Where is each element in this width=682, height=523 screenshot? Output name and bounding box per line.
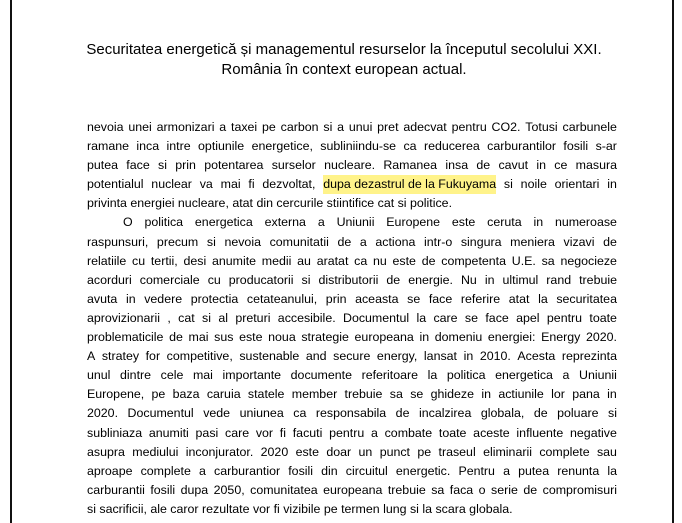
body-line bbox=[87, 462, 617, 481]
body-line bbox=[87, 252, 617, 271]
word: subliniaza bbox=[87, 425, 143, 440]
word: Ramanea bbox=[383, 158, 438, 173]
word: producatorii bbox=[228, 272, 294, 287]
word: actiunile bbox=[498, 387, 544, 402]
word: and bbox=[305, 349, 327, 364]
word: anumite bbox=[211, 253, 257, 268]
word: complete bbox=[539, 444, 590, 459]
word: member bbox=[291, 387, 338, 402]
word: taxei bbox=[231, 120, 258, 134]
word: si bbox=[158, 158, 167, 173]
word: dezvoltat, bbox=[262, 177, 316, 192]
word: subliniindu-se bbox=[320, 139, 397, 154]
word: putea bbox=[87, 158, 119, 173]
word: va bbox=[199, 177, 213, 192]
body-line bbox=[87, 233, 617, 252]
word: apel bbox=[516, 310, 540, 325]
word: comerciale bbox=[139, 272, 200, 287]
word: vede bbox=[203, 406, 231, 421]
word: lor bbox=[551, 387, 565, 402]
word: a bbox=[337, 120, 345, 134]
word: in bbox=[533, 215, 544, 230]
word: europeana bbox=[354, 330, 414, 345]
word: este bbox=[392, 253, 416, 268]
word: un bbox=[358, 444, 373, 459]
word: la bbox=[416, 310, 427, 325]
body-line bbox=[87, 213, 617, 232]
word: se bbox=[464, 310, 479, 325]
word: este bbox=[239, 330, 263, 345]
word: traseul bbox=[438, 444, 476, 459]
word: statele bbox=[247, 387, 285, 402]
word: la bbox=[607, 463, 617, 478]
word: de bbox=[603, 234, 617, 249]
word: care bbox=[433, 310, 458, 325]
word: o bbox=[478, 482, 486, 497]
word: punct bbox=[379, 444, 410, 459]
word: secure bbox=[333, 349, 371, 364]
word: eliminarii bbox=[483, 444, 532, 459]
word: insa bbox=[445, 158, 469, 173]
body-line bbox=[87, 347, 617, 366]
line-text: privinta energiei nucleare, atat din cercurile stiintifice cat si politice. bbox=[87, 196, 453, 211]
page-right-border bbox=[672, 0, 674, 523]
word: carburantior bbox=[214, 463, 281, 478]
word: masura bbox=[575, 158, 617, 173]
word: vedere bbox=[144, 291, 183, 306]
page-left-border bbox=[10, 0, 12, 523]
word: de bbox=[421, 253, 436, 268]
word: trebuie bbox=[387, 482, 426, 497]
word: de bbox=[337, 234, 352, 249]
body-line bbox=[87, 366, 617, 385]
word: competitive, bbox=[166, 349, 233, 364]
word: Pentru bbox=[458, 463, 495, 478]
word: circuitul bbox=[345, 463, 388, 478]
body-line bbox=[87, 443, 617, 462]
body-line bbox=[87, 118, 617, 137]
word: problematicile bbox=[87, 330, 164, 345]
word: care bbox=[225, 425, 250, 440]
word: domeniu bbox=[434, 330, 483, 345]
body-line bbox=[87, 481, 617, 500]
word: prin bbox=[175, 158, 196, 173]
body-line bbox=[87, 500, 617, 519]
word: cetateanului, bbox=[246, 291, 318, 306]
word: se bbox=[410, 387, 424, 402]
word: fi bbox=[248, 177, 255, 192]
word: atat bbox=[508, 291, 530, 306]
word: prin bbox=[325, 291, 347, 306]
word: se bbox=[407, 291, 421, 306]
word: fosili bbox=[288, 463, 314, 478]
word: aceasta bbox=[355, 291, 399, 306]
word: baza bbox=[172, 387, 200, 402]
word: sa bbox=[431, 482, 445, 497]
word: U.E. bbox=[511, 253, 536, 268]
word: si bbox=[608, 406, 617, 421]
word: referire bbox=[460, 291, 501, 306]
word: cele bbox=[160, 368, 184, 383]
word: si bbox=[301, 272, 311, 287]
word: dupa bbox=[180, 482, 209, 497]
word: inconjurator. bbox=[185, 444, 254, 459]
word: combate bbox=[384, 425, 433, 440]
word: Energy bbox=[541, 330, 581, 345]
word: Uniunii bbox=[579, 368, 617, 383]
word: mediului bbox=[132, 444, 179, 459]
word: europeana bbox=[323, 482, 383, 497]
body-line bbox=[87, 309, 617, 328]
word: in bbox=[536, 158, 547, 173]
word: a bbox=[317, 215, 325, 230]
line-text: si sacrificii, ale caror rezultate vor fi vizibile pe termen lung si la scara globala. bbox=[87, 501, 513, 516]
word: aceste bbox=[473, 425, 510, 440]
word: facuti bbox=[292, 425, 323, 440]
word: sus bbox=[214, 330, 234, 345]
body-line bbox=[87, 290, 617, 309]
word: face bbox=[485, 310, 509, 325]
word: caruia bbox=[206, 387, 241, 402]
word: pentru bbox=[451, 120, 487, 134]
body-line bbox=[87, 137, 617, 156]
word: documente bbox=[290, 368, 352, 383]
word: este bbox=[451, 215, 476, 230]
word: energy, bbox=[376, 349, 418, 364]
word: dintre bbox=[120, 368, 152, 383]
word: in bbox=[481, 387, 491, 402]
word: externa bbox=[264, 215, 306, 230]
word: aprovizionarii bbox=[87, 310, 161, 325]
body-line bbox=[87, 271, 617, 290]
word: pentru bbox=[546, 310, 583, 325]
word: unei bbox=[128, 120, 152, 134]
word: ghideze bbox=[430, 387, 475, 402]
word: Documentul bbox=[343, 310, 410, 325]
word: avuta bbox=[87, 291, 118, 306]
word: din bbox=[321, 463, 338, 478]
body-line bbox=[87, 328, 617, 347]
title-line-2: România în context european actual. bbox=[221, 61, 467, 78]
word: uniunea bbox=[239, 406, 284, 421]
word: energetice, bbox=[251, 139, 313, 154]
word: importante bbox=[222, 368, 282, 383]
word: comunitatii bbox=[269, 234, 329, 249]
word: intre bbox=[166, 139, 191, 154]
word: ce bbox=[554, 158, 568, 173]
word: armonizari bbox=[156, 120, 215, 134]
word: negative bbox=[570, 425, 617, 440]
word: in bbox=[463, 349, 474, 364]
word: energetica bbox=[194, 215, 253, 230]
word: complete bbox=[140, 463, 191, 478]
word: de bbox=[386, 272, 401, 287]
word: mai bbox=[192, 368, 213, 383]
word: mai bbox=[188, 330, 209, 345]
word: rand bbox=[546, 272, 572, 287]
word: sa bbox=[389, 387, 403, 402]
body-line bbox=[87, 156, 617, 175]
word: de bbox=[395, 406, 410, 421]
word: serie bbox=[491, 482, 518, 497]
word: toate bbox=[438, 425, 467, 440]
word: a bbox=[219, 120, 227, 134]
word: reducerea bbox=[423, 139, 480, 154]
word: renunta bbox=[557, 463, 600, 478]
word: CO2. bbox=[491, 120, 521, 134]
word: optiunile bbox=[198, 139, 245, 154]
word: pentru bbox=[329, 425, 365, 440]
word: putea bbox=[518, 463, 550, 478]
word: desi bbox=[183, 253, 207, 268]
word: de bbox=[523, 482, 538, 497]
word: carbon bbox=[280, 120, 319, 134]
word: nucleare. bbox=[324, 158, 376, 173]
word: singura bbox=[460, 234, 502, 249]
word: energetic. bbox=[395, 463, 451, 478]
word: orientari bbox=[554, 177, 600, 192]
word: responsabila bbox=[315, 406, 387, 421]
word: potentarea bbox=[204, 158, 264, 173]
word: ramane bbox=[87, 139, 130, 154]
word: pe bbox=[417, 444, 432, 459]
word: inca bbox=[136, 139, 160, 154]
word: preturi bbox=[235, 310, 271, 325]
word: unui bbox=[348, 120, 373, 134]
title-line-1: Securitatea energetică și managementul resurselor la începutul secolului XXI. bbox=[86, 41, 602, 58]
word: meniera bbox=[510, 234, 555, 249]
body-line bbox=[87, 175, 617, 194]
word: carbunele bbox=[562, 120, 617, 134]
word: Europene bbox=[386, 215, 441, 230]
word: reprezinta bbox=[561, 349, 617, 364]
word: , bbox=[167, 310, 171, 325]
word: nevoia bbox=[224, 234, 261, 249]
word: sau bbox=[596, 444, 617, 459]
word: 2020 bbox=[260, 444, 289, 459]
word: tertii, bbox=[150, 253, 178, 268]
body-line bbox=[87, 194, 617, 213]
word: raspunsuri, bbox=[87, 234, 149, 249]
word: 2020. bbox=[87, 406, 119, 421]
word: aproape bbox=[87, 463, 133, 478]
word: a bbox=[562, 368, 570, 383]
word: politica bbox=[144, 215, 184, 230]
word: face bbox=[428, 291, 453, 306]
word: precum bbox=[156, 234, 199, 249]
word: de bbox=[169, 330, 183, 345]
word: ca bbox=[354, 253, 368, 268]
word: au bbox=[297, 253, 311, 268]
word: in bbox=[484, 272, 495, 287]
word: a bbox=[198, 463, 206, 478]
word: face bbox=[126, 158, 150, 173]
word: pe bbox=[262, 120, 276, 134]
word: toate bbox=[589, 310, 617, 325]
word: carburantilor bbox=[487, 139, 556, 154]
word: nevoia bbox=[87, 120, 124, 134]
word: si bbox=[202, 310, 211, 325]
word: adecvat bbox=[403, 120, 447, 134]
word: si bbox=[503, 177, 513, 192]
word: asupra bbox=[87, 444, 125, 459]
word: 2020. bbox=[585, 330, 617, 345]
word: influente bbox=[516, 425, 564, 440]
body-line bbox=[87, 424, 617, 443]
word: sustenable bbox=[239, 349, 300, 364]
word: nu bbox=[372, 253, 387, 268]
word: referitoare bbox=[361, 368, 419, 383]
word: Acesta bbox=[517, 349, 556, 364]
word: la bbox=[427, 368, 438, 383]
word: este bbox=[295, 444, 319, 459]
word: cu bbox=[207, 272, 221, 287]
word: si bbox=[323, 120, 333, 134]
word: vizavi bbox=[563, 234, 595, 249]
word: ca bbox=[403, 139, 417, 154]
word: Totusi bbox=[525, 120, 558, 134]
word: pana bbox=[572, 387, 600, 402]
word: trebuie bbox=[344, 387, 383, 402]
word: Uniunii bbox=[336, 215, 375, 230]
word: incalzirea bbox=[419, 406, 472, 421]
word: in bbox=[607, 387, 617, 402]
word: fi bbox=[279, 425, 286, 440]
word: accesibile. bbox=[277, 310, 336, 325]
word: pe bbox=[151, 387, 166, 402]
word: Europene, bbox=[87, 387, 145, 402]
word: cavut bbox=[498, 158, 529, 173]
word: de bbox=[533, 406, 548, 421]
word: globala, bbox=[480, 406, 525, 421]
word: for bbox=[145, 349, 161, 364]
word: poluare bbox=[557, 406, 599, 421]
word: A bbox=[87, 349, 96, 364]
word: in bbox=[607, 177, 617, 192]
word: al bbox=[218, 310, 228, 325]
word: doar bbox=[326, 444, 352, 459]
word: Documentul bbox=[127, 406, 194, 421]
word: carburantii bbox=[87, 482, 145, 497]
word: energetica bbox=[495, 368, 553, 383]
body-line bbox=[87, 385, 617, 404]
word: vor bbox=[255, 425, 274, 440]
word: securitatea bbox=[556, 291, 617, 306]
word: relatiile bbox=[87, 253, 127, 268]
word: intr-o bbox=[424, 234, 453, 249]
word: unul bbox=[87, 368, 111, 383]
word: fosili bbox=[563, 139, 589, 154]
word: politica bbox=[446, 368, 486, 383]
word: negocieze bbox=[560, 253, 617, 268]
word: nuclear bbox=[151, 177, 192, 192]
word: cu bbox=[132, 253, 146, 268]
word: compromisuri bbox=[542, 482, 617, 497]
word: si bbox=[206, 234, 216, 249]
word: mai bbox=[220, 177, 241, 192]
word: in bbox=[419, 330, 430, 345]
word: de bbox=[476, 158, 491, 173]
word: sa bbox=[541, 253, 555, 268]
word: 2010. bbox=[479, 349, 511, 364]
word: ultimul bbox=[502, 272, 539, 287]
word: distributorii bbox=[318, 272, 379, 287]
word: strategie bbox=[301, 330, 349, 345]
word: anumiti bbox=[148, 425, 189, 440]
word: medii bbox=[261, 253, 292, 268]
word: a bbox=[359, 234, 367, 249]
body-line bbox=[87, 404, 617, 423]
word: ca bbox=[293, 406, 307, 421]
word: a bbox=[503, 463, 510, 478]
word: numeroase bbox=[554, 215, 617, 230]
word: noua bbox=[268, 330, 296, 345]
word: fosili bbox=[150, 482, 176, 497]
word: protectia bbox=[190, 291, 239, 306]
word: 2050, bbox=[213, 482, 245, 497]
highlighted-phrase: dupa dezastrul de la Fukuyama bbox=[323, 175, 496, 194]
word: noile bbox=[520, 177, 547, 192]
word: trebuie bbox=[579, 272, 617, 287]
word: aratat bbox=[316, 253, 349, 268]
word: cat bbox=[178, 310, 195, 325]
word: lansat bbox=[423, 349, 457, 364]
word: acorduri bbox=[87, 272, 132, 287]
word: ceruta bbox=[487, 215, 522, 230]
word: potentialul bbox=[87, 177, 144, 192]
word: a bbox=[370, 425, 378, 440]
word: in bbox=[125, 291, 136, 306]
document-body bbox=[87, 118, 617, 519]
word: energiei: bbox=[487, 330, 536, 345]
word: Nu bbox=[460, 272, 477, 287]
word: energie. bbox=[408, 272, 453, 287]
word: faca bbox=[449, 482, 474, 497]
word: comunitatea bbox=[250, 482, 318, 497]
word: stratey bbox=[101, 349, 140, 364]
word: pasi bbox=[195, 425, 219, 440]
word: competenta bbox=[441, 253, 506, 268]
word: O bbox=[123, 215, 133, 230]
word: la bbox=[538, 291, 548, 306]
word: pret bbox=[377, 120, 399, 134]
word: actiona bbox=[375, 234, 416, 249]
word: s-ar bbox=[595, 139, 617, 154]
word: surselor bbox=[271, 158, 316, 173]
document-title bbox=[40, 40, 648, 80]
